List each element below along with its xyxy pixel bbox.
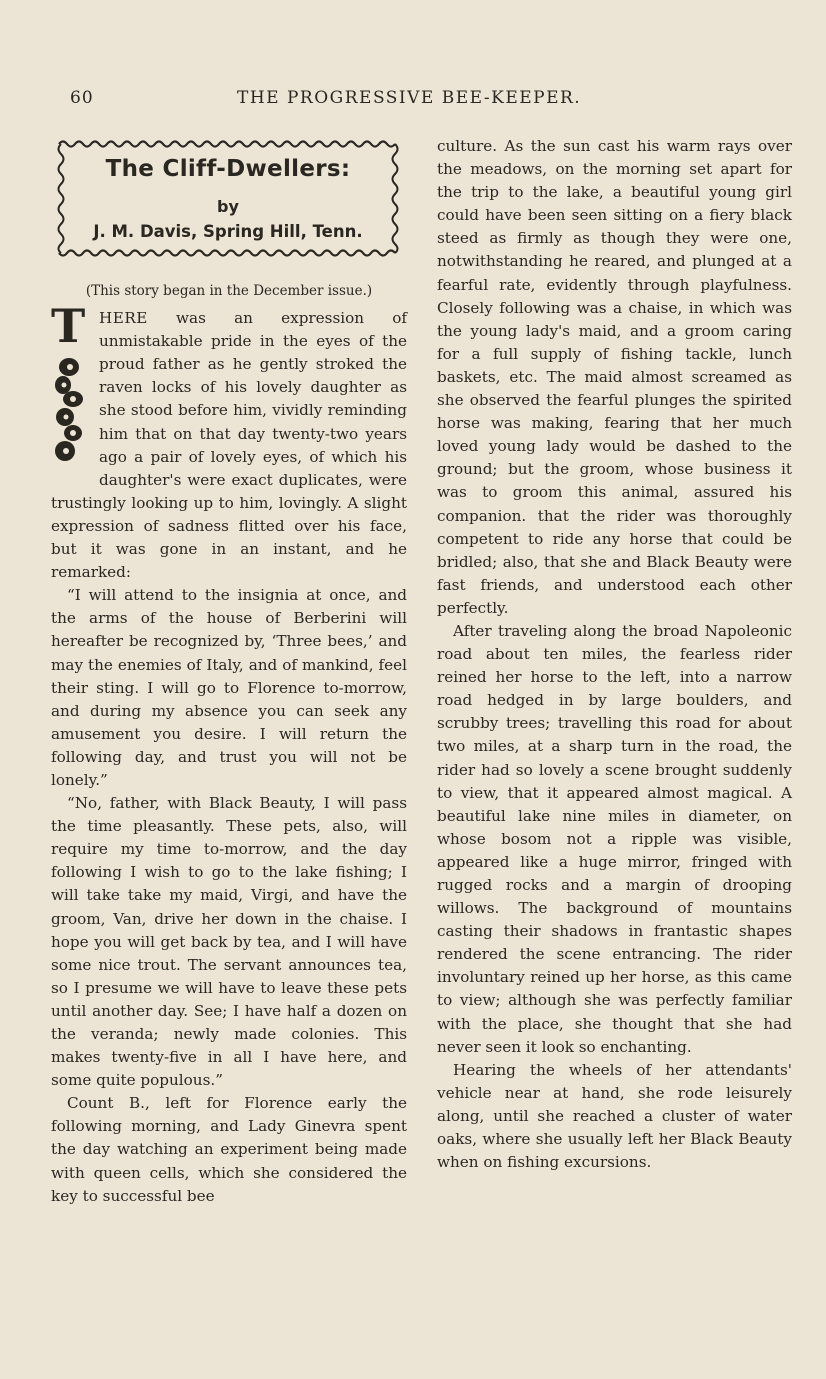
paragraph-1-text: was an expression of unmistakable pride in the eyes of the proud father as he gently stroked the raven locks of his lovely daughter as she stood before him, vividly reminding him that on that day twenty-two years ago a pair of lovely eyes, of which his daughter's were exact duplicates, were trustingly looking up to him, lovingly. A slight expression of sadness flitted over his face, but it was gone in an instant, and he remarked: [51, 309, 407, 582]
paragraph-4: Count B., left for Florence early the following morning, and Lady Ginevra spent the day watching an experiment being made with queen cells, which she considered the key to successful bee [51, 1094, 407, 1205]
paragraph-6: After traveling along the broad Napoleonic road about ten miles, the fearless rider reined her horse to the left, into a narrow road hedged in by large boulders, and scrubby trees; travelling this road for about two miles, at a sharp turn in the road, the rider had so lovely a scene brought suddenly to view, that it appeared almost magical. A beautiful lake nine miles in diameter, on whose bosom not a ripple was visible, appeared like a huge mirror, fringed with rugged rocks and a margin of drooping willows. The background of mountains casting their shadows in frantastic shapes rendered the scene entrancing. The rider involuntary reined up her horse, as this came to view; although she was perfectly familiar with the place, she thought that she had never seen it look so enchanting. [437, 621, 792, 1056]
paragraph-1 [51, 307, 407, 584]
continued-note: (This story began in the December issue.) [85, 283, 373, 299]
drop-cap-block [51, 299, 95, 471]
page-number: 60 [70, 88, 94, 108]
left-column [51, 136, 407, 1208]
paragraph-3: “No, father, with Black Beauty, I will pass the time pleasantly. These pets, also, will require my time to-morrow, and the day following I wish to go to the lake fishing; I will take take my maid, Virgi, and have the groom, Van, drive her down in the chaise. I hope you will get back by tea, and I will have some nice trout. The servant announces tea, so I presume we will have to leave these pets until another day. See; I have half a dozen on the veranda; newly made colonies. This makes twenty-five in all I have here, and some quite populous.” [51, 794, 407, 1090]
running-title: THE PROGRESSIVE BEE-KEEPER. [237, 88, 582, 108]
right-column [437, 135, 792, 1174]
opening-word: HERE [99, 309, 148, 328]
paragraph-7: Hearing the wheels of her attendants' vehicle near at hand, she rode leisurely along, until she reached a cluster of water oaks, where she usually left her Black Beauty when on fishing excursions. [437, 1060, 792, 1172]
paragraph-2: “I will attend to the insignia at once, and the arms of the house of Berberini will hereafter be recognized by, ‘Three bees,’ and may the enemies of Italy, and of mankind, feel their sting. I will go to Florence to-morrow, and during my absence you can seek any amusement you desire. I will return the following day, and trust you will not be lonely.” [51, 586, 407, 789]
drop-cap: T [51, 299, 86, 354]
author-line: J. M. Davis, Spring Hill, Tenn. [93, 222, 363, 241]
paragraph-5: culture. As the sun cast his warm rays over the meadows, on the morning set apart for the trip to the lake, a beautiful young girl could have been seen sitting on a fiery black steed as firmly as though they were one, notwithstanding he reared, and plunged at a fearful rate, evidently through playfulness. Closely following was a chaise, in which was the young lady's maid, and a groom caring for a full supply of fishing tackle, lunch baskets, etc. The maid almost screamed as she observed the fearful plunges the spirited horse was making, fearing that her much loved young lady would be dashed to the ground; but the groom, whose business it was to groom this animal, assured his companion. that the rider was thoroughly competent to ride any horse that could be bridled; also, that she and Black Beauty were fast friends, and understood each other perfectly. [437, 137, 792, 617]
bee-ornament-icon [55, 355, 85, 463]
byline-by: by [217, 197, 239, 216]
story-title: The Cliff-Dwellers: [105, 156, 351, 182]
opening-paragraph-wrap [51, 299, 407, 584]
title-box [55, 136, 401, 260]
